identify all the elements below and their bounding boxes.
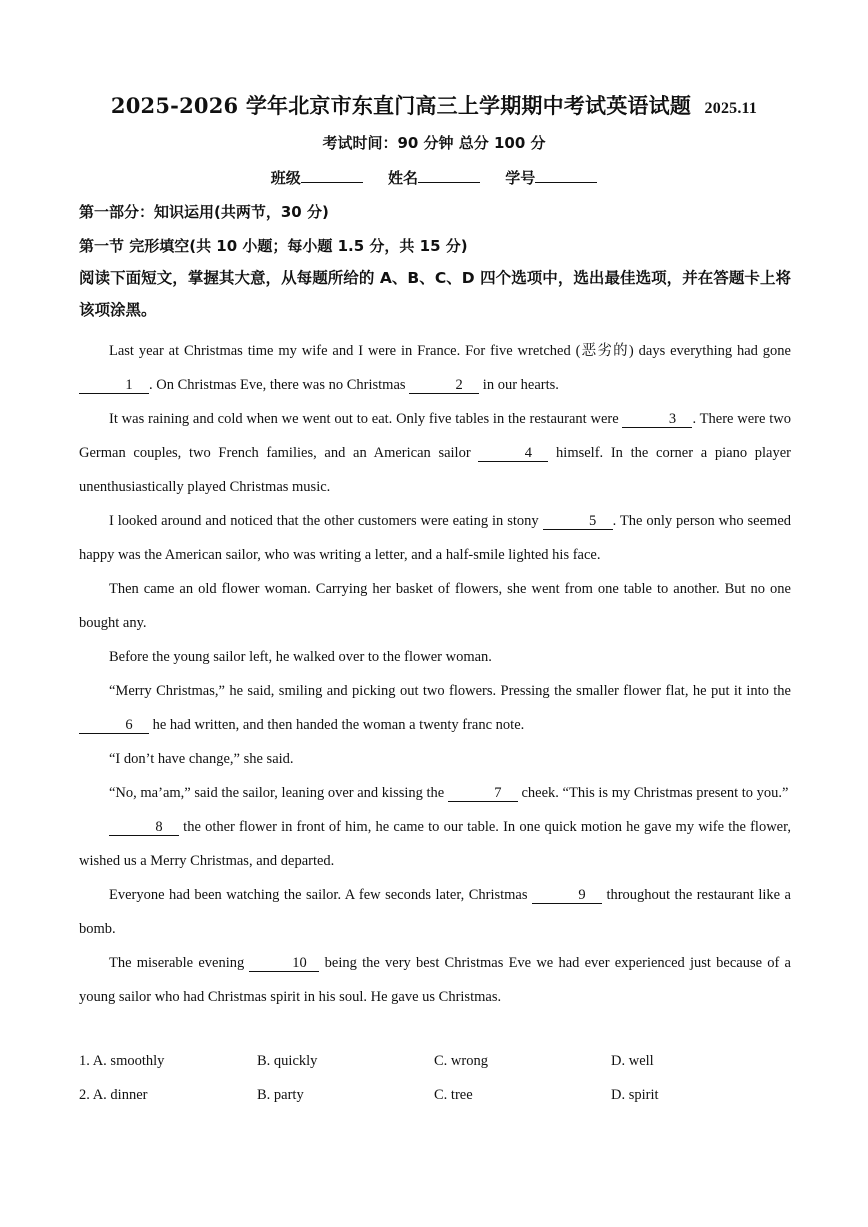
blank-7: 7 <box>448 785 518 802</box>
instructions: 阅读下面短文，掌握其大意，从每题所给的 A、B、C、D 四个选项中，选出最佳选项，并在答题卡上将该项涂黑。 <box>79 269 791 319</box>
option-a: 1. A. smoothly <box>79 1053 165 1069</box>
class-blank <box>301 168 363 183</box>
blank-8: 8 <box>109 819 179 836</box>
paragraph: Then came an old flower woman. Carrying her basket of flowers, she went from one table to another. But no one bought any. <box>79 581 791 631</box>
title-text: 2025-2026 学年北京市东直门高三上学期期中考试英语试题 <box>110 93 692 118</box>
paragraph: It was raining and cold when we went out to eat. Only five tables in the restaurant were 3 . There were two German couples, two French families, and an American sailor 4 himself. In the corner a piano player unenthusiastically played Christmas music. <box>79 411 792 495</box>
blank-9: 9 <box>532 887 602 904</box>
student-info-fields <box>0 167 868 188</box>
blank-4: 4 <box>478 445 548 462</box>
id-label: 学号 <box>505 169 536 187</box>
option-b: B. quickly <box>257 1053 318 1069</box>
cloze-passage <box>79 334 791 1014</box>
option-c: C. wrong <box>434 1053 488 1069</box>
section-heading: 第一节 完形填空(共 10 小题；每小题 1.5 分，共 15 分) <box>79 237 468 255</box>
exam-date: 2025.11 <box>704 100 758 117</box>
blank-6: 6 <box>79 717 149 734</box>
paragraph: 8 the other flower in front of him, he came to our table. In one quick motion he gave my wife the flower, wished us a Merry Christmas, and departed. <box>79 819 791 869</box>
option-b: B. party <box>257 1087 304 1103</box>
option-d: D. well <box>611 1053 654 1069</box>
paragraph: “Merry Christmas,” he said, smiling and picking out two flowers. Pressing the smaller flower flat, he put it into the 6 he had written, and then handed the woman a twenty franc note. <box>79 674 791 742</box>
name-blank <box>418 168 480 183</box>
paragraph: The miserable evening 10 being the very best Christmas Eve we had ever experienced just because of a young sailor who had Christmas spirit in his soul. He gave us Christmas. <box>79 955 791 1005</box>
option-a: 2. A. dinner <box>79 1087 148 1103</box>
paragraph: Everyone had been watching the sailor. A few seconds later, Christmas 9 throughout the restaurant like a bomb. <box>79 887 791 937</box>
question-2-options <box>79 1087 791 1121</box>
exam-subtitle: 考试时间：90 分钟 总分 100 分 <box>322 134 546 152</box>
blank-3: 3 <box>622 411 692 428</box>
id-blank <box>535 168 597 183</box>
question-1-options <box>79 1053 791 1087</box>
paragraph: I looked around and noticed that the other customers were eating in stony 5 . The only person who seemed happy was the American sailor, who was writing a letter, and a half-smile lighted his face. <box>79 513 792 563</box>
blank-5: 5 <box>543 513 613 530</box>
option-c: C. tree <box>434 1087 473 1103</box>
paragraph: “I don’t have change,” she said. <box>109 751 294 767</box>
class-field <box>271 169 363 187</box>
option-d: D. spirit <box>611 1087 659 1103</box>
paragraph: “No, ma’am,” said the sailor, leaning over and kissing the 7 cheek. “This is my Christmas present to you.” <box>109 785 789 801</box>
class-label: 班级 <box>270 169 301 187</box>
paragraph: Before the young sailor left, he walked over to the flower woman. <box>109 649 492 665</box>
blank-10: 10 <box>249 955 319 972</box>
name-field <box>388 169 480 187</box>
paragraph: Last year at Christmas time my wife and I were in France. For five wretched (恶劣的) days everything had gone 1 . On Christmas Eve, there was no Christmas 2 in our hearts. <box>79 334 791 402</box>
page-title <box>0 90 868 120</box>
blank-1: 1 <box>79 377 149 394</box>
id-field <box>505 169 597 187</box>
blank-2: 2 <box>409 377 479 394</box>
name-label: 姓名 <box>387 169 418 187</box>
part-heading: 第一部分：知识运用(共两节，30 分) <box>79 203 329 221</box>
